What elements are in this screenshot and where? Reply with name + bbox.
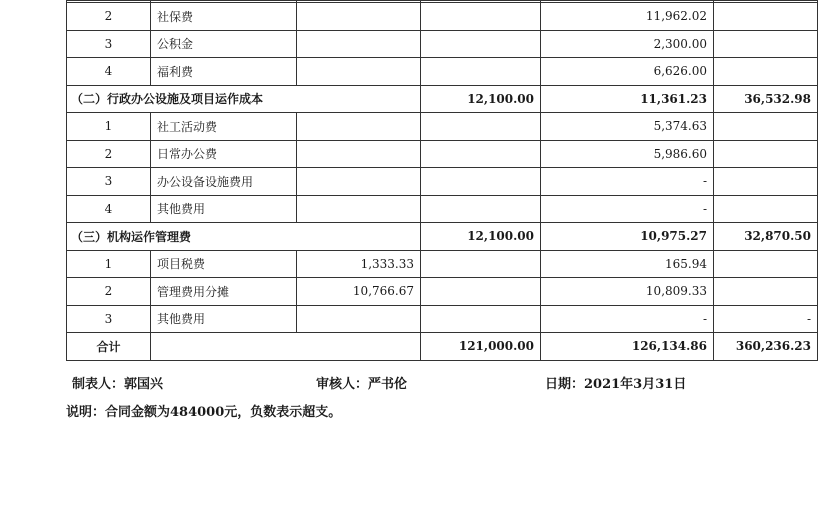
cumulative-cell [714, 140, 818, 168]
actual-cell: - [541, 168, 714, 196]
section-title: （二）行政办公设施及项目运作成本 [67, 85, 421, 113]
cumulative-cell [714, 278, 818, 306]
item-name: 其他费用 [151, 305, 297, 333]
section-row [67, 223, 818, 251]
budget-cell [421, 30, 541, 58]
actual-cell: 2,300.00 [541, 30, 714, 58]
actual-cell: 126,134.86 [541, 333, 714, 361]
cumulative-cell [714, 58, 818, 86]
item-name: 其他费用 [151, 195, 297, 223]
budget-cell [421, 113, 541, 141]
budget-cell [421, 195, 541, 223]
reviewer-label: 审核人：严书伦 [316, 377, 408, 392]
cumulative-cell [714, 250, 818, 278]
row-index: 3 [67, 168, 151, 196]
table-row [67, 278, 818, 306]
sub-budget-cell [297, 195, 421, 223]
item-name: 办公设备设施费用 [151, 168, 297, 196]
budget-cell [421, 168, 541, 196]
actual-cell: - [541, 305, 714, 333]
cumulative-cell: 36,532.98 [714, 85, 818, 113]
table-row [67, 30, 818, 58]
item-name: 项目税费 [151, 250, 297, 278]
sub-budget-cell [297, 3, 421, 31]
note-text: 说明：合同金额为484000元，负数表示超支。 [66, 405, 342, 420]
row-index: 2 [67, 278, 151, 306]
cumulative-cell: 32,870.50 [714, 223, 818, 251]
actual-cell: 5,986.60 [541, 140, 714, 168]
actual-cell: 11,962.02 [541, 3, 714, 31]
budget-cell [421, 250, 541, 278]
row-index: 2 [67, 140, 151, 168]
budget-cell: 121,000.00 [421, 333, 541, 361]
total-row [67, 333, 818, 361]
row-index: 1 [67, 113, 151, 141]
item-name: 管理费用分摊 [151, 278, 297, 306]
sub-budget-cell [297, 58, 421, 86]
actual-cell: 10,975.27 [541, 223, 714, 251]
cumulative-cell [714, 168, 818, 196]
budget-cell: 12,100.00 [421, 223, 541, 251]
sub-budget-cell [297, 30, 421, 58]
total-label: 合计 [67, 333, 151, 361]
budget-cell [421, 3, 541, 31]
table-row [67, 113, 818, 141]
actual-cell: 5,374.63 [541, 113, 714, 141]
table-row [67, 140, 818, 168]
table-row [67, 168, 818, 196]
section-row [67, 85, 818, 113]
row-index: 4 [67, 58, 151, 86]
item-name: 社工活动费 [151, 113, 297, 141]
item-name: 社保费 [151, 3, 297, 31]
sub-budget-cell: 10,766.67 [297, 278, 421, 306]
sub-budget-cell [297, 113, 421, 141]
date-label: 日期：2021年3月31日 [545, 377, 687, 392]
budget-cell [421, 278, 541, 306]
actual-cell: 10,809.33 [541, 278, 714, 306]
cumulative-cell [714, 113, 818, 141]
item-name: 公积金 [151, 30, 297, 58]
actual-cell: 11,361.23 [541, 85, 714, 113]
row-index: 3 [67, 30, 151, 58]
budget-cell [421, 58, 541, 86]
sub-budget-cell [297, 140, 421, 168]
sub-budget-cell [297, 305, 421, 333]
actual-cell: - [541, 195, 714, 223]
row-index: 4 [67, 195, 151, 223]
sub-budget-cell: 1,333.33 [297, 250, 421, 278]
table-row [67, 3, 818, 31]
section-title: （三）机构运作管理费 [67, 223, 421, 251]
table-row [67, 58, 818, 86]
cumulative-cell [714, 195, 818, 223]
item-name: 福利费 [151, 58, 297, 86]
budget-cell [421, 305, 541, 333]
table-row [67, 305, 818, 333]
actual-cell: 6,626.00 [541, 58, 714, 86]
budget-cell: 12,100.00 [421, 85, 541, 113]
item-name: 日常办公费 [151, 140, 297, 168]
budget-cell [421, 140, 541, 168]
row-index: 3 [67, 305, 151, 333]
cumulative-cell: 360,236.23 [714, 333, 818, 361]
row-index: 2 [67, 3, 151, 31]
cumulative-cell: - [714, 305, 818, 333]
row-index: 1 [67, 250, 151, 278]
sub-budget-cell [297, 168, 421, 196]
preparer-label: 制表人：郭国兴 [72, 377, 164, 392]
actual-cell: 165.94 [541, 250, 714, 278]
budget-table [66, 0, 818, 361]
empty-cell [151, 333, 421, 361]
table-row [67, 250, 818, 278]
cumulative-cell [714, 30, 818, 58]
cumulative-cell [714, 3, 818, 31]
table-row [67, 195, 818, 223]
